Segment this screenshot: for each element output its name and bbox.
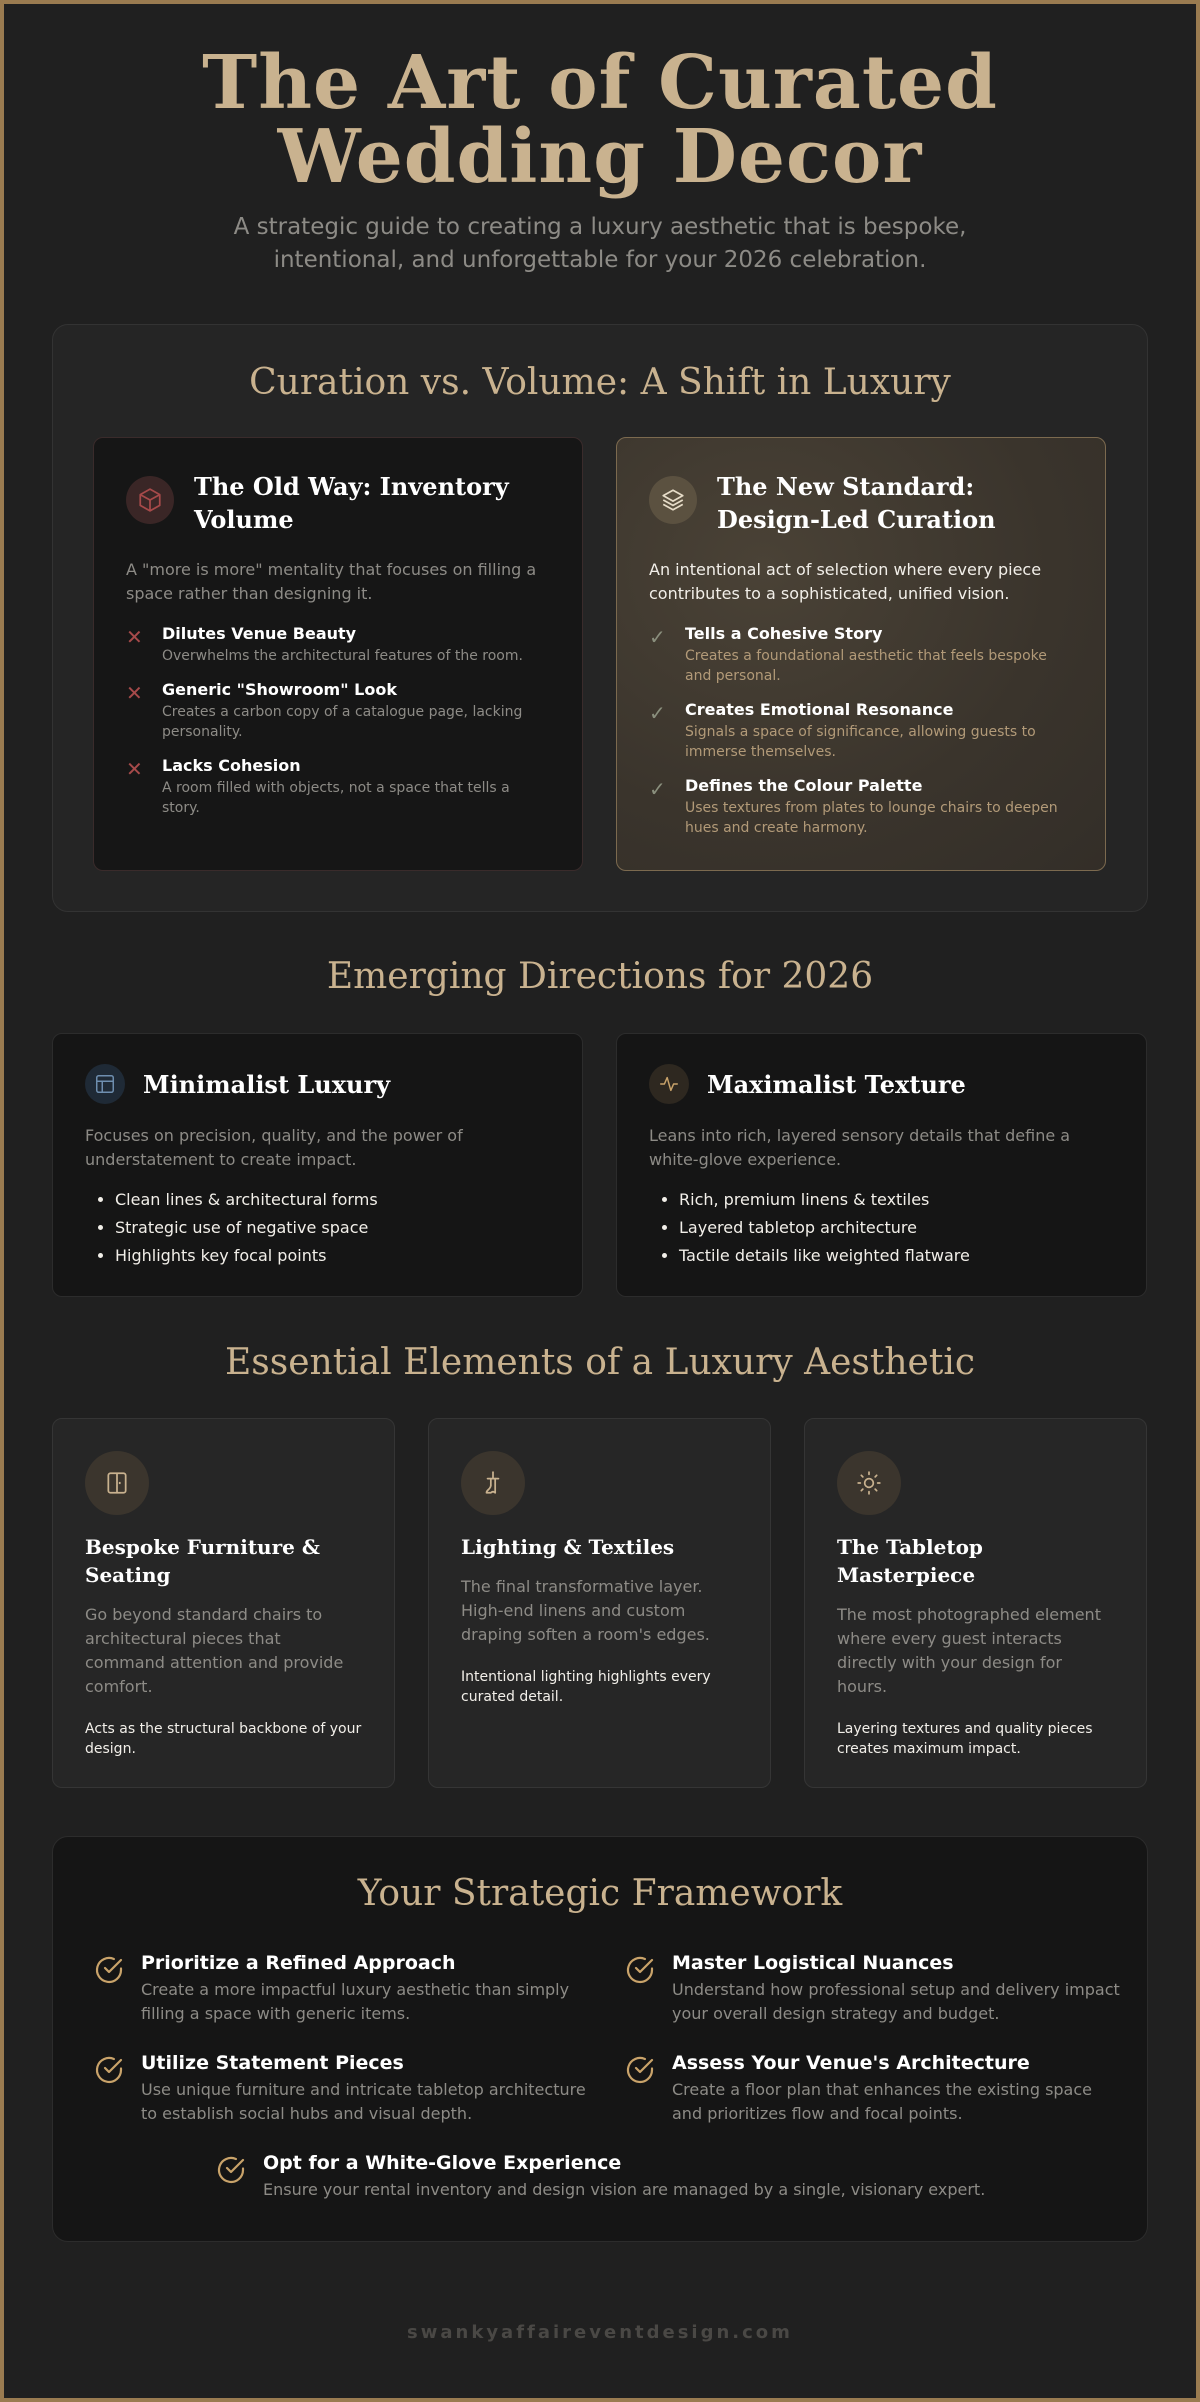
- element-title: Bespoke Furniture & Seating: [85, 1535, 320, 1587]
- curation-title: Curation vs. Volume: A Shift in Luxury: [249, 362, 951, 403]
- element-description: Go beyond standard chairs to architectural pieces that command attention and provide comfort.: [85, 1605, 344, 1696]
- new-standard-list: [649, 624, 1073, 838]
- cross-icon: ✕: [126, 625, 143, 649]
- check-circle-icon: [624, 2054, 656, 2086]
- list-item: ✓ Creates Emotional Resonance Signals a space of significance, allowing guests to immerse themselves.: [649, 700, 1036, 760]
- direction-card-minimalist: [52, 1033, 583, 1297]
- element-description: The most photographed element where every guest interacts directly with your design for hours.: [837, 1605, 1101, 1696]
- directions-title: Emerging Directions for 2026: [326, 956, 874, 997]
- element-card-tabletop: [804, 1418, 1147, 1788]
- new-standard-card: [616, 437, 1106, 871]
- cross-icon: ✕: [126, 757, 143, 781]
- cube-icon: [126, 476, 174, 524]
- direction-list: [85, 1186, 550, 1270]
- framework-item: Opt for a White-Glove Experience Ensure your rental inventory and design vision are managed by a single, visionary expert.: [215, 2150, 1015, 2202]
- element-note: Intentional lighting highlights every curated detail.: [461, 1669, 711, 1705]
- direction-card-maximalist: [616, 1033, 1147, 1297]
- list-item: • Layered tabletop architecture: [679, 1214, 1114, 1242]
- layout-icon: [85, 1064, 125, 1104]
- old-way-list: [126, 624, 550, 818]
- element-note: Layering textures and quality pieces creates maximum impact.: [837, 1721, 1093, 1757]
- check-icon: ✓: [649, 701, 666, 725]
- framework-item: Prioritize a Refined Approach Create a more impactful luxury aesthetic than simply filling a space with generic items.: [93, 1950, 593, 2026]
- list-item: • Tactile details like weighted flatware: [679, 1242, 1114, 1270]
- old-way-description: A "more is more" mentality that focuses on filling a space rather than designing it.: [126, 560, 537, 603]
- footer-website: swankyaffaireventdesign.com: [407, 2322, 793, 2343]
- direction-description: Leans into rich, layered sensory details that define a white-glove experience.: [649, 1126, 1071, 1169]
- list-item: • Highlights key focal points: [115, 1242, 550, 1270]
- direction-list: [649, 1186, 1114, 1270]
- check-circle-icon: [624, 1954, 656, 1986]
- framework-item: Master Logistical Nuances Understand how professional setup and delivery impact your overall design strategy and budget.: [624, 1950, 1124, 2026]
- direction-title: Maximalist Texture: [707, 1069, 966, 1099]
- element-title: Lighting & Textiles: [461, 1535, 675, 1559]
- list-item: ✓ Defines the Colour Palette Uses textures from plates to lounge chairs to deepen hues and create harmony.: [649, 776, 1058, 836]
- element-card-furniture: [52, 1418, 395, 1788]
- sun-icon: [837, 1451, 901, 1515]
- list-item: ✕ Dilutes Venue Beauty Overwhelms the architectural features of the room.: [126, 624, 523, 664]
- direction-description: Focuses on precision, quality, and the power of understatement to create impact.: [85, 1126, 463, 1169]
- check-circle-icon: [93, 2054, 125, 2086]
- element-title: The Tabletop Masterpiece: [837, 1535, 983, 1587]
- layers-icon: [649, 476, 697, 524]
- new-standard-title: The New Standard: Design-Led Curation: [717, 472, 996, 534]
- page-title: The Art of Curated Wedding Decor: [202, 40, 998, 200]
- check-circle-icon: [93, 1954, 125, 1986]
- framework-item: Utilize Statement Pieces Use unique furniture and intricate tabletop architecture to establish social hubs and visual depth.: [93, 2050, 593, 2126]
- old-way-title: The Old Way: Inventory Volume: [194, 472, 509, 534]
- elements-title: Essential Elements of a Luxury Aesthetic: [224, 1342, 976, 1383]
- old-way-card: [93, 437, 583, 871]
- pulse-icon: [649, 1064, 689, 1104]
- check-icon: ✓: [649, 625, 666, 649]
- list-item: ✓ Tells a Cohesive Story Creates a foundational aesthetic that feels bespoke and personal.: [649, 624, 1047, 684]
- element-note: Acts as the structural backbone of your design.: [85, 1721, 362, 1757]
- cross-icon: ✕: [126, 681, 143, 705]
- wardrobe-icon: [85, 1451, 149, 1515]
- new-standard-description: An intentional act of selection where every piece contributes to a sophisticated, unified vision.: [649, 560, 1042, 603]
- list-item: ✕ Generic "Showroom" Look Creates a carbon copy of a catalogue page, lacking personality.: [126, 680, 523, 740]
- page-subtitle: A strategic guide to creating a luxury aesthetic that is bespoke, intentional, and unforgettable for your 2026 celebration.: [233, 214, 967, 273]
- framework-title: Your Strategic Framework: [357, 1873, 843, 1914]
- element-description: The final transformative layer. High-end linens and custom draping soften a room's edges.: [461, 1577, 710, 1644]
- element-card-lighting: [428, 1418, 771, 1788]
- list-item: • Clean lines & architectural forms: [115, 1186, 550, 1214]
- check-icon: ✓: [649, 777, 666, 801]
- check-circle-icon: [215, 2154, 247, 2186]
- list-item: • Rich, premium linens & textiles: [679, 1186, 1114, 1214]
- lamp-icon: [461, 1451, 525, 1515]
- framework-item: Assess Your Venue's Architecture Create a floor plan that enhances the existing space and prioritizes flow and focal points.: [624, 2050, 1124, 2126]
- direction-title: Minimalist Luxury: [143, 1069, 391, 1099]
- list-item: ✕ Lacks Cohesion A room filled with objects, not a space that tells a story.: [126, 756, 510, 816]
- list-item: • Strategic use of negative space: [115, 1214, 550, 1242]
